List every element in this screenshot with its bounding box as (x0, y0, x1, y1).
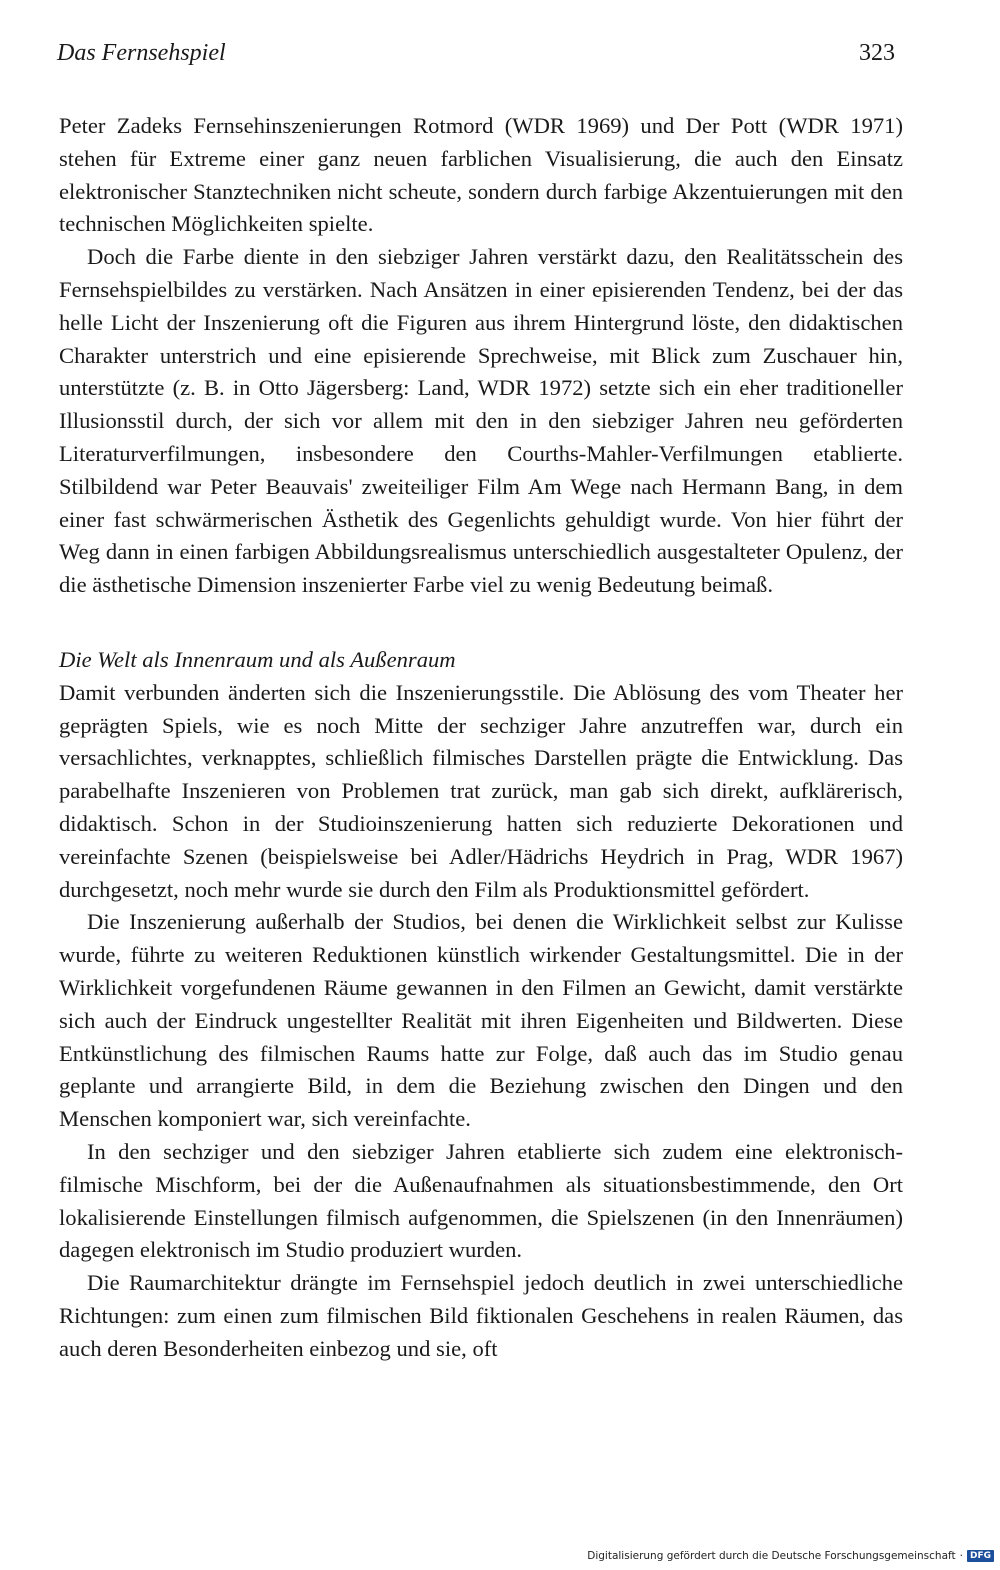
paragraph: Damit verbunden änderten sich die Inszenierungsstile. Die Ablösung des vom Theater her geprägten Spiels, wie es noch Mitte der sechziger Jahre anzutreffen war, durch ein versachlichtes, verknapptes, schließlich filmisches Darstellen prägte die Entwicklung. Das parabelhafte Inszenieren von Problemen trat zurück, man gab sich direkt, aufklärerisch, didaktisch. Schon in der Studioinszenierung hatten sich reduzierte Dekorationen und vereinfachte Szenen (beispielsweise bei Adler/Hädrichs Heydrich in Prag, WDR 1967) durchgesetzt, noch mehr wurde sie durch den Film als Produktionsmittel gefördert. (59, 679, 903, 902)
dfg-logo: DFG (967, 1550, 994, 1562)
digitization-credit (587, 1546, 994, 1566)
running-head (57, 40, 895, 74)
paragraph: In den sechziger und den siebziger Jahren etablierte sich zudem eine elektronisch-filmische Mischform, bei der die Außenaufnahmen als situationsbestimmende, den Ort lokalisierende Einstellungen filmisch aufgenommen, die Spielszenen (in den Innenräumen) dagegen elektronisch im Studio produziert wurden. (59, 1138, 903, 1263)
section-heading: Die Welt als Innenraum und als Außenraum (59, 646, 456, 672)
running-head-title: Das Fernsehspiel (57, 40, 226, 66)
page-number: 323 (859, 40, 895, 66)
paragraph: Die Inszenierung außerhalb der Studios, bei denen die Wirklichkeit selbst zur Kulisse wurde, führte zu weiteren Reduktionen künstlich wirkender Gestaltungsmittel. Die in der Wirklichkeit vorgefundenen Räume gewannen in den Filmen an Gewicht, damit verstärkte sich auch der Eindruck ungestellter Realität mit ihren Eigenheiten und Bildwerten. Diese Entkünstlichung des filmischen Raums hatte zur Folge, daß auch das im Studio genau geplante und arrangierte Bild, in dem die Beziehung zwischen den Dingen und den Menschen komponiert war, sich vereinfachte. (59, 909, 903, 1132)
paragraph: Peter Zadeks Fernsehinszenierungen Rotmord (WDR 1969) und Der Pott (WDR 1971) stehen für Extreme einer ganz neuen farblichen Visualisierung, die auch den Einsatz elektronischer Stanztechniken nicht scheute, sondern durch farbige Akzentuierungen mit den technischen Möglichkeiten spielte. (59, 113, 903, 237)
credit-text: Digitalisierung gefördert durch die Deutsche Forschungsgemeinschaft (587, 1550, 956, 1562)
credit-separator: · (959, 1550, 963, 1562)
body-text (59, 110, 903, 1365)
paragraph: Doch die Farbe diente in den siebziger Jahren verstärkt dazu, den Realitätsschein des Fernsehspielbildes zu verstärken. Nach Ansätzen in einer episierenden Tendenz, bei der das helle Licht der Inszenierung oft die Figuren aus ihrem Hintergrund löste, den didaktischen Charakter unterstrich und eine episierende Sprechweise, mit Blick zum Zuschauer hin, unterstützte (z. B. in Otto Jägersberg: Land, WDR 1972) setzte sich ein eher traditioneller Illusionsstil durch, der sich vor allem mit den in den siebziger Jahren neu geförderten Literaturverfilmungen, insbesondere den Courths-Mahler-Verfilmungen etablierte. Stilbildend war Peter Beauvais' zweiteiliger Film Am Wege nach Hermann Bang, in dem einer fast schwärmerischen Ästhetik des Gegenlichts gehuldigt wurde. Von hier führt der Weg dann in einen farbigen Abbildungsrealismus unterschiedlich ausgestalteter Opulenz, der die ästhetische Dimension inszenierter Farbe viel zu wenig Bedeutung beimaß. (59, 244, 903, 598)
paragraph: Die Raumarchitektur drängte im Fernsehspiel jedoch deutlich in zwei unterschiedliche Richtungen: zum einen zum filmischen Bild fiktionalen Geschehens in realen Räumen, das auch deren Besonderheiten einbezog und sie, oft (59, 1270, 903, 1361)
